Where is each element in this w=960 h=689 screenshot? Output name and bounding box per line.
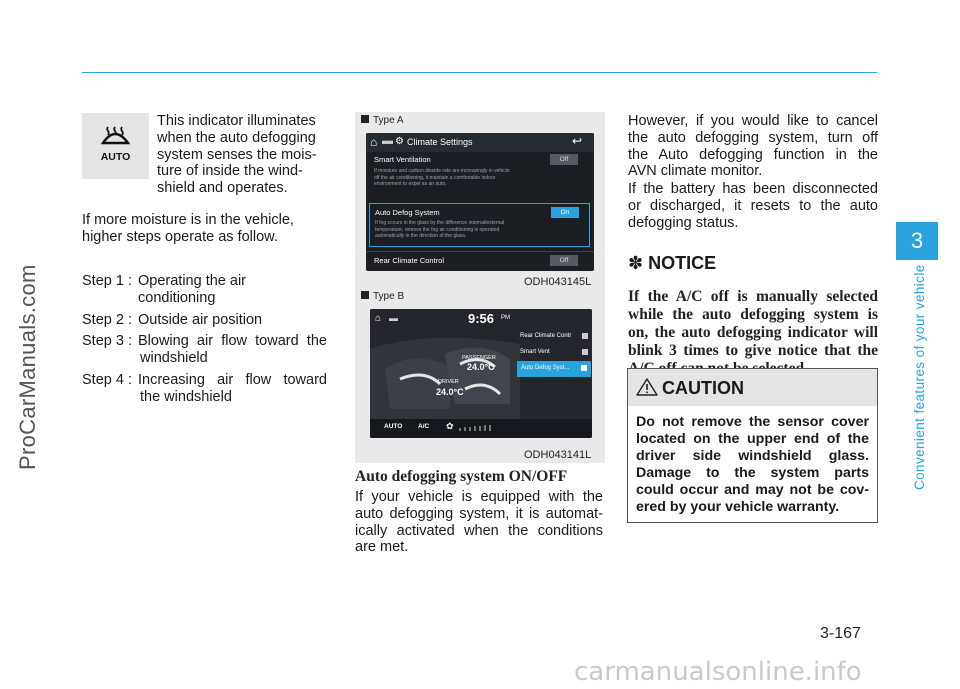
caution-header [628,369,877,406]
caution-text [636,414,869,516]
screen-title: Climate Settings [407,137,473,147]
chapter-tab[interactable]: 3 [896,222,938,260]
text-line: If more moisture is in the vehicle, [82,212,294,228]
text-line: the Auto defogging function in the [628,146,878,163]
home-icon[interactable]: ⌂ [375,313,382,324]
menu-item-smart-vent[interactable] [520,345,590,360]
text-line: ture of inside the wind- [157,163,303,180]
text-line: or discharged, it resets to the auto [628,197,878,214]
checkbox-checked[interactable] [581,365,587,371]
watermark-side: ProCarManuals.com [15,264,40,470]
text-line: system senses the mois- [157,146,317,163]
climate-settings-screen [366,133,594,271]
step-key: Step 4 : [82,371,132,388]
section-title: Auto defogging system ON/OFF [355,468,568,485]
settings-gear-icon: ⚙ [395,136,404,147]
text-line: could occur and may not be cov- [636,482,869,498]
moisture-paragraph [82,212,327,246]
figure-label [361,115,404,126]
caution-box [627,368,878,523]
setting-name: Auto Defog System [375,208,440,217]
text-line: Damage to the system parts [636,465,869,481]
setting-name: Smart Ventilation [374,155,431,164]
step-text: the windshield [140,388,232,405]
text-line: located on the upper end of the [636,431,869,447]
ac-button[interactable]: A/C [418,423,430,430]
setting-desc [374,168,510,188]
menu-item-rear-climate[interactable] [520,329,590,344]
figure-type-a [355,112,605,290]
text-line: higher steps operate as follow. [82,228,278,245]
step-item [82,333,327,367]
menu-icon[interactable]: ▬ [382,135,393,147]
battery-paragraph [628,181,878,231]
step-key: Step 3 : [82,333,132,350]
climate-view-screen [370,309,592,438]
text-line: blink 3 times to give notice that the [628,342,878,359]
driver-label: DRIVER [438,379,459,385]
desc-line: temperature, remove the fog air conditioning is operated [375,226,500,233]
chapter-title: Convenient features of your vehicle [912,264,927,490]
text-line: Do not remove the sensor cover [636,414,869,430]
watermark-bottom: carmanualsonline.info [574,657,862,687]
text-line: If the battery has been disconnected [628,181,878,197]
home-icon[interactable]: ⌂ [370,135,378,149]
setting-smart-ventilation[interactable] [374,155,588,195]
desc-line: If fog occurs in the glass by the difference internal/external [375,220,505,226]
text-line: This indicator illuminates [157,113,316,129]
checkbox[interactable] [582,333,588,339]
figure-type-b [355,288,605,463]
section-paragraph [355,489,603,556]
auto-mode-button[interactable]: AUTO [384,423,403,430]
step-item [82,312,327,329]
indicator-description [157,113,322,197]
text-line: the auto defogging system, turn off [628,129,878,146]
menu-item-label: Smart Vent [520,349,550,355]
setting-rear-climate[interactable] [374,256,588,270]
auto-icon-label: AUTO [100,151,131,163]
text-line: shield and operates. [157,180,288,197]
passenger-label: PASSENGER [462,355,496,361]
figure-label-text: Type B [373,291,405,302]
notice-paragraph [628,288,878,378]
setting-desc [375,220,504,240]
text-line: ered by your vehicle warranty. [636,499,840,515]
steps-list [82,273,327,406]
driver-temp: 24.0°C [436,387,464,397]
step-key: Step 2 : [82,311,132,328]
fan-icon[interactable]: ✿ [446,421,454,431]
menu-item-label: Auto Defog Syst... [521,365,570,371]
text-line: while the auto defogging system is [628,306,878,323]
text-line: ically activated when the conditions [355,522,603,539]
setting-toggle[interactable]: On [551,207,579,218]
text-line: If the A/C off is manually selected [628,288,878,305]
text-line: AVN climate monitor. [628,163,763,180]
figure-label-text: Type A [373,115,404,126]
figure-label [361,291,404,302]
setting-toggle[interactable]: Off [550,154,578,165]
caution-title: CAUTION [662,378,744,398]
setting-toggle[interactable]: Off [550,255,578,266]
desc-line: environment to expel as an auto. [374,181,447,187]
warning-triangle-icon [635,377,659,397]
step-text: Outside air position [138,311,263,328]
divider [366,251,594,252]
desc-line: automatically in the direction of the glass. [375,233,467,239]
step-text: Operating the air conditioning [138,273,247,306]
text-line: auto defogging system, it is automat- [355,505,603,522]
screen-header [366,133,594,152]
setting-name: Rear Climate Control [374,256,445,265]
text-line: If your vehicle is equipped with the [355,489,603,505]
desc-line: off the air conditioning, it maintain a comfortable indoor [374,174,496,181]
menu-item-label: Rear Climate Contr [520,333,572,339]
step-text: Increasing air flow toward [138,371,327,388]
figure-code: ODH043141L [524,449,592,461]
text-line: on, the auto defogging indicator will [628,324,878,341]
text-line: driver side windshield glass. [636,448,869,464]
fan-level-indicator [459,423,499,433]
step-key: Step 1 : [82,273,132,289]
cancel-paragraph [628,113,878,180]
auto-defog-indicator [82,113,149,179]
menu-icon[interactable]: ▬ [389,313,398,323]
passenger-temp: 24.0°C [467,362,495,372]
notice-title: ✽ NOTICE [628,253,717,273]
page-number: 3-167 [820,625,861,642]
back-icon[interactable]: ↩ [572,134,583,148]
setting-auto-defog[interactable] [369,203,590,247]
menu-item-auto-defog[interactable] [517,361,591,377]
figure-code: ODH043145L [524,276,592,288]
text-line: However, if you would like to cancel [628,113,878,129]
defog-icon [82,113,149,153]
clock-ampm: PM [501,315,510,321]
step-item [82,273,327,307]
text-line: are met. [355,539,409,556]
step-text: windshield [140,350,208,367]
step-item [82,372,327,406]
text-line: when the auto defogging [157,129,316,146]
desc-line: If moisture and carbon dioxide rate are increasingly in vehicle [374,168,510,174]
clock-time: 9:56 [468,311,495,326]
step-text: Blowing air flow toward the [138,333,327,350]
checkbox[interactable] [582,349,588,355]
text-line: defogging status. [628,214,739,231]
header-rule [82,72,877,73]
